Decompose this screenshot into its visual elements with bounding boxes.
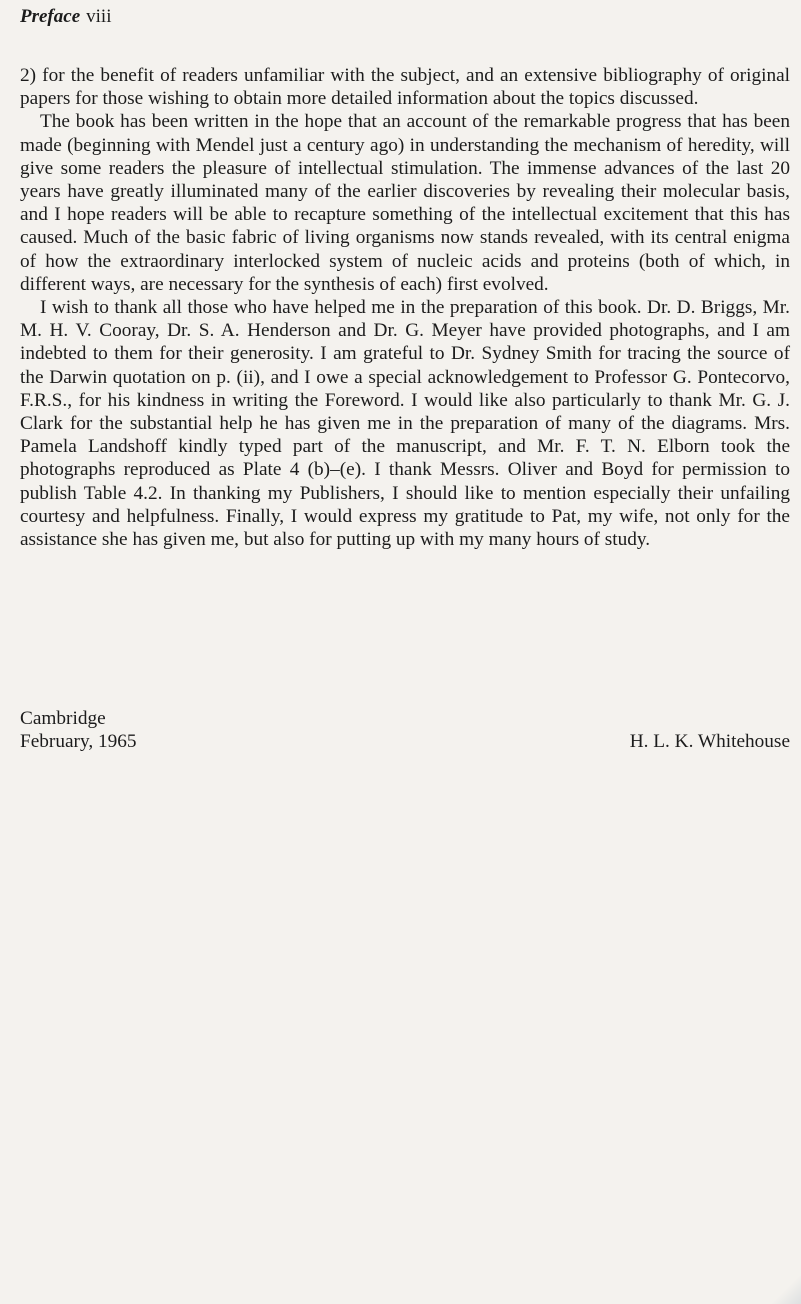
- paragraph-continued: 2) for the benefit of readers unfamiliar with the subject, and an extensive bibliography of original papers for those wishing to obtain more detailed information about the topics discussed.: [20, 65, 790, 110]
- signoff-author: H. L. K. Whitehouse: [629, 731, 790, 753]
- paragraph-acknowledgements: I wish to thank all those who have helped me in the preparation of this book. Dr. D. Briggs, Mr. M. H. V. Cooray, Dr. S. A. Henderson and Dr. G. Meyer have provided photographs, and I am indebted to them for their generosity. I am grateful to Dr. Sydney Smith for tracing the source of the Darwin quotation on p. (ii), and I owe a special acknowledgement to Professor G. Pontecorvo, F.R.S., for his kindness in writing the Foreword. I would like also particularly to thank Mr. G. J. Clark for the substantial help he has given me in the preparation of many of the diagrams. Mrs. Pamela Landshoff kindly typed part of the manuscript, and Mr. F. T. N. Elborn took the photographs reproduced as Plate 4 (b)–(e). I thank Messrs. Oliver and Boyd for permission to publish Table 4.2. In thanking my Publishers, I should like to mention especially their unfailing courtesy and helpfulness. Finally, I would express my gratitude to Pat, my wife, not only for the assistance she has given me, but also for putting up with my many hours of study.: [20, 297, 790, 551]
- running-head-section: Preface: [20, 6, 81, 27]
- signoff-date: February, 1965: [20, 731, 137, 753]
- page-number: viii: [86, 6, 112, 27]
- paragraph-progress: The book has been written in the hope that an account of the remarkable progress that has been made (beginning with Mendel just a century ago) in understanding the mechanism of heredity, will give some readers the pleasure of intellectual stimulation. The immense advances of the last 20 years have greatly illuminated many of the earlier discoveries by revealing their molecular basis, and I hope readers will be able to recapture something of the intellectual excitement that this has caused. Much of the basic fabric of living organisms now stands revealed, with its central enigma of how the extraordinary interlocked system of nucleic acids and proteins (both of which, in different ways, are necessary for the synthesis of each) first evolved.: [20, 111, 790, 295]
- running-head: [20, 4, 111, 30]
- page-corner-shadow: [761, 1276, 801, 1304]
- signoff-place: Cambridge: [20, 708, 106, 729]
- preface-body: [20, 64, 790, 551]
- signoff: [20, 707, 790, 753]
